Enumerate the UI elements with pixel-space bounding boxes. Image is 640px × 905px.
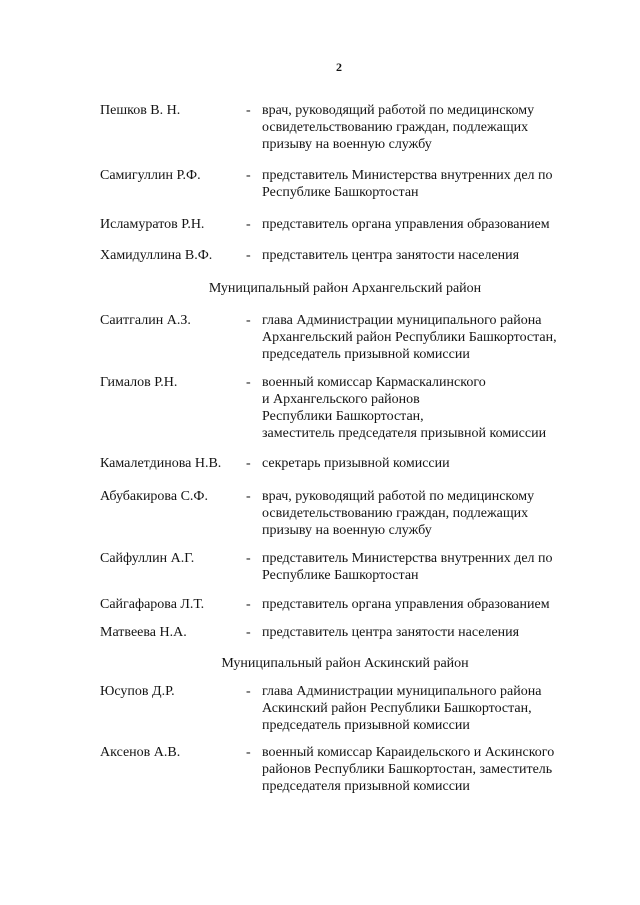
separator-dash: - <box>246 745 251 760</box>
member-name: Матвеева Н.А. <box>100 625 187 640</box>
member-role: представитель центра занятости населения <box>262 248 520 263</box>
member-name: Камалетдинова Н.В. <box>100 456 222 471</box>
member-role: глава Администрации муниципального района Архангельский район Республики Башкортостан, председатель призывной комиссии <box>262 313 557 362</box>
member-name: Абубакирова С.Ф. <box>100 489 208 504</box>
member-name: Исламуратов Р.Н. <box>100 217 205 232</box>
member-name: Саитгалин А.З. <box>100 313 191 328</box>
member-name: Самигуллин Р.Ф. <box>100 168 201 183</box>
section-heading: Муниципальный район Аскинский район <box>221 656 469 671</box>
member-name: Пешков В. Н. <box>100 103 181 118</box>
page-number: 2 <box>336 60 342 74</box>
member-role: представитель органа управления образованием <box>262 217 550 232</box>
separator-dash: - <box>246 597 251 612</box>
member-name: Хамидуллина В.Ф. <box>100 248 213 263</box>
separator-dash: - <box>246 375 251 390</box>
member-name: Сайгафарова Л.Т. <box>100 597 205 612</box>
member-name: Юсупов Д.Р. <box>100 684 175 699</box>
member-role: представитель Министерства внутренних дел по Республике Башкортостан <box>262 168 553 200</box>
separator-dash: - <box>246 489 251 504</box>
member-name: Аксенов А.В. <box>100 745 181 760</box>
separator-dash: - <box>246 103 251 118</box>
member-name: Гималов Р.Н. <box>100 375 178 390</box>
separator-dash: - <box>246 625 251 640</box>
separator-dash: - <box>246 456 251 471</box>
member-role: врач, руководящий работой по медицинскому освидетельствованию граждан, подлежащих призыву на военную службу <box>262 489 535 538</box>
separator-dash: - <box>246 168 251 183</box>
separator-dash: - <box>246 313 251 328</box>
separator-dash: - <box>246 551 251 566</box>
member-name: Сайфуллин А.Г. <box>100 551 195 566</box>
member-role: военный комиссар Кармаскалинского и Архангельского районов Республики Башкортостан, заместитель председателя призывной комиссии <box>262 375 547 441</box>
section-heading: Муниципальный район Архангельский район <box>208 281 482 296</box>
member-role: врач, руководящий работой по медицинскому освидетельствованию граждан, подлежащих призыву на военную службу <box>262 103 535 152</box>
member-role: представитель Министерства внутренних дел по Республике Башкортостан <box>262 551 553 583</box>
member-role: военный комиссар Караидельского и Аскинского районов Республики Башкортостан, заместитель председателя призывной комиссии <box>262 745 555 794</box>
member-role: представитель органа управления образованием <box>262 597 550 612</box>
separator-dash: - <box>246 684 251 699</box>
member-role: представитель центра занятости населения <box>262 625 520 640</box>
separator-dash: - <box>246 248 251 263</box>
member-role: глава Администрации муниципального района Аскинский район Республики Башкортостан, председатель призывной комиссии <box>262 684 542 733</box>
separator-dash: - <box>246 217 251 232</box>
member-role: секретарь призывной комиссии <box>262 456 450 471</box>
